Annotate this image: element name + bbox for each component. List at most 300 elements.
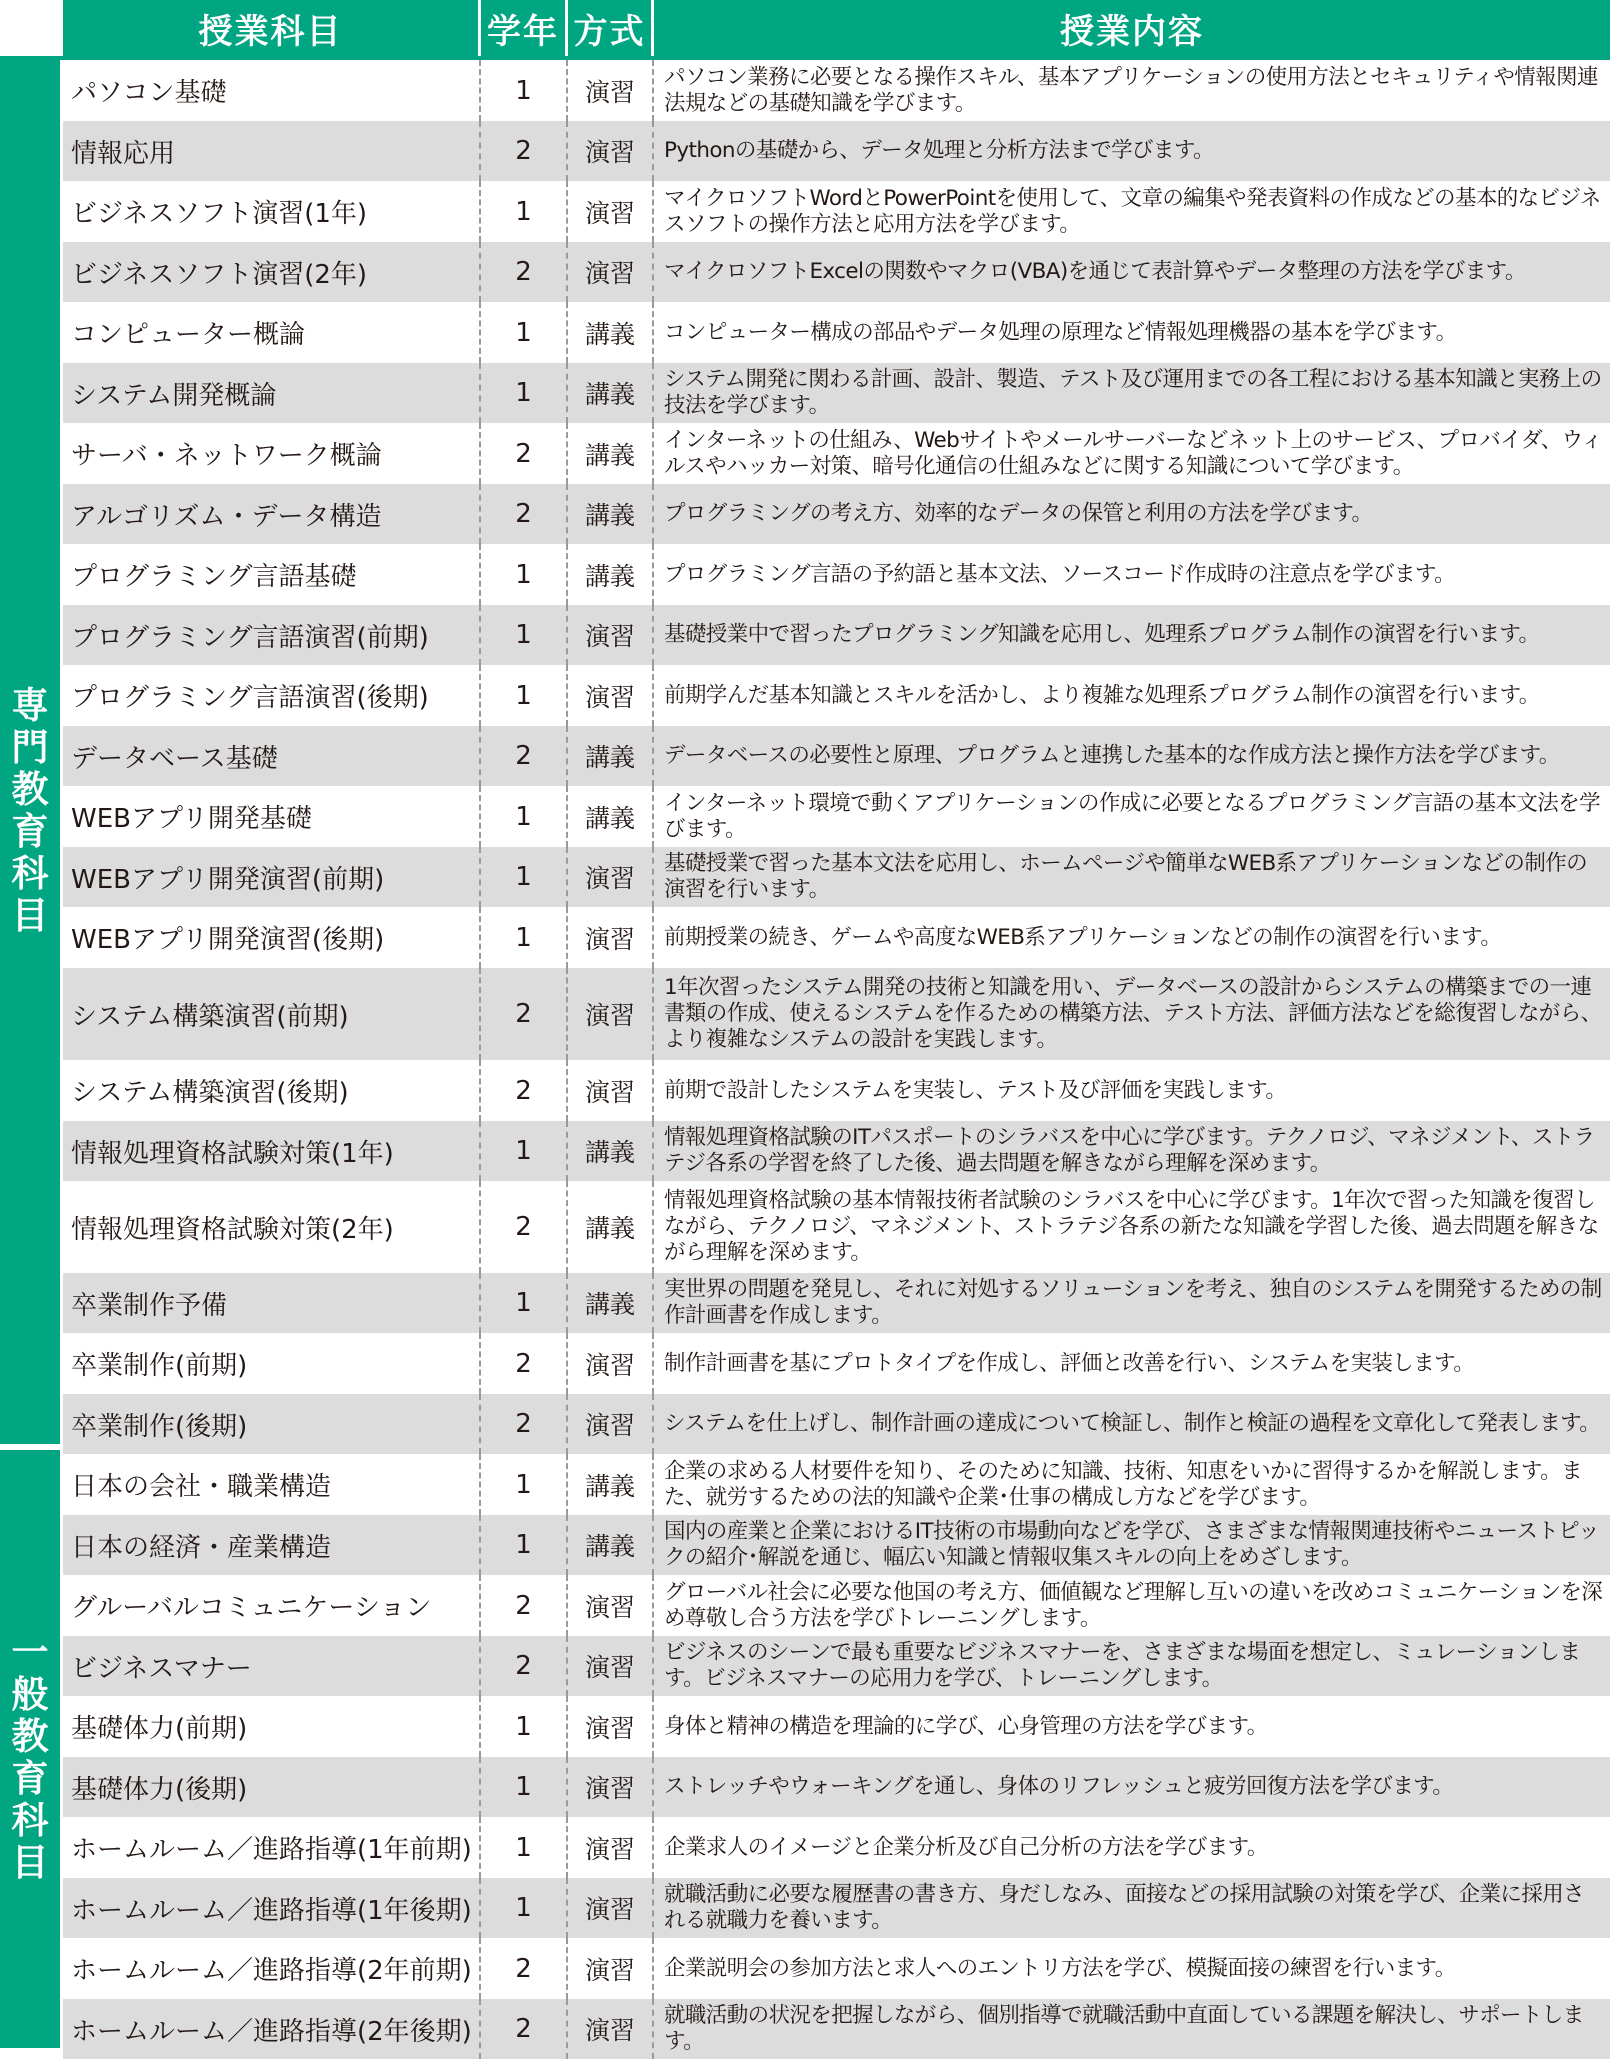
course-method	[568, 907, 654, 968]
category-general-char: 育	[11, 1757, 49, 1800]
course-year-text: 1	[515, 1772, 532, 1802]
course-subject-text: ビジネスマナー	[71, 1653, 252, 1684]
course-year-text: 1	[515, 1832, 532, 1863]
course-year-text: 2	[515, 1075, 532, 1106]
table-header	[0, 0, 1610, 60]
table-row	[63, 1757, 1610, 1817]
course-year-text: 1	[515, 1469, 532, 1500]
course-year	[481, 302, 568, 363]
course-year	[481, 605, 568, 665]
category-specialized-char: 目	[11, 894, 49, 937]
course-content-text: 実世界の問題を発見し、それに対処するソリューションを考え、独自のシステムを開発するための制作計画書を作成します。	[664, 1277, 1602, 1328]
category-specialized-char: 専	[11, 684, 49, 727]
course-subject-text: ホームルーム／進路指導(1年前期)	[71, 1835, 472, 1865]
course-content	[654, 1696, 1610, 1757]
course-method-text: 演習	[584, 2016, 635, 2045]
course-subject	[63, 907, 481, 968]
course-content-text: 企業の求める人材要件を知り、そのために知識、技術、知恵をいかに習得するかを解説します。また、就労するための法的知識や企業･仕事の構成し方などを学びます。	[664, 1458, 1582, 1510]
course-content	[654, 363, 1610, 423]
course-year	[481, 121, 568, 181]
header-subject: 授業科目	[63, 0, 478, 56]
course-year-text: 1	[515, 1288, 532, 1318]
course-content	[654, 1181, 1610, 1273]
course-method	[568, 1121, 654, 1181]
course-content	[654, 302, 1610, 363]
table-row	[63, 605, 1610, 665]
course-subject-text: ホームルーム／進路指導(1年後期)	[71, 1895, 472, 1926]
header-method: 方式	[568, 0, 651, 56]
course-year	[481, 484, 568, 544]
course-method	[568, 1333, 654, 1394]
course-year-text: 2	[515, 1212, 532, 1242]
table-row	[63, 242, 1610, 302]
category-general-char: 目	[11, 1841, 49, 1884]
course-year	[481, 1121, 568, 1181]
course-method-text: 講義	[584, 1138, 635, 1167]
course-year-text: 2	[515, 1590, 532, 1621]
course-subject	[63, 786, 481, 847]
course-subject	[63, 302, 481, 363]
course-subject	[63, 1757, 481, 1817]
course-year	[481, 60, 568, 121]
course-subject	[63, 1060, 481, 1121]
course-content	[654, 605, 1610, 665]
course-method	[568, 665, 654, 726]
course-year	[481, 1636, 568, 1696]
course-method	[568, 1273, 654, 1333]
course-method-text: 演習	[584, 1713, 635, 1743]
course-subject	[63, 1454, 481, 1515]
course-content	[654, 665, 1610, 726]
course-content-text: 前期学んだ基本知識とスキルを活かし、より複雑な処理系プログラム制作の演習を行います。	[664, 682, 1540, 708]
course-content	[654, 1333, 1610, 1394]
course-year	[481, 1757, 568, 1817]
course-subject-text: データベース基礎	[71, 743, 278, 774]
course-method-text: 演習	[584, 1411, 635, 1440]
course-subject-text: ホームルーム／進路指導(2年前期)	[71, 1956, 472, 1986]
course-method	[568, 1757, 654, 1817]
course-year	[481, 907, 568, 968]
table-row	[63, 968, 1610, 1060]
table-row	[63, 1999, 1610, 2059]
course-content	[654, 1817, 1610, 1878]
course-method-text: 演習	[584, 1077, 635, 1107]
course-year-text: 1	[515, 1136, 532, 1166]
course-year	[481, 1394, 568, 1454]
course-subject	[63, 605, 481, 665]
table-row	[63, 1394, 1610, 1454]
table-row	[63, 1515, 1610, 1575]
course-content	[654, 423, 1610, 484]
course-subject	[63, 544, 481, 605]
course-content	[654, 1515, 1610, 1575]
course-method-text: 演習	[584, 138, 635, 167]
course-content-text: プログラミングの考え方、効率的なデータの保管と利用の方法を学びます。	[664, 501, 1373, 526]
course-year	[481, 181, 568, 242]
course-content	[654, 786, 1610, 847]
category-general-char: 般	[11, 1673, 49, 1716]
course-subject-text: 卒業制作予備	[71, 1290, 228, 1321]
table-row	[63, 1060, 1610, 1121]
category-specialized	[0, 685, 60, 937]
course-content	[654, 968, 1610, 1060]
course-method-text: 演習	[584, 1592, 635, 1622]
table-row	[63, 1575, 1610, 1636]
table-row	[63, 1817, 1610, 1878]
table-row	[63, 907, 1610, 968]
course-subject-text: 基礎体力(前期)	[71, 1714, 248, 1744]
course-year	[481, 1060, 568, 1121]
course-method	[568, 968, 654, 1060]
course-method	[568, 1394, 654, 1454]
course-method-text: 講義	[584, 440, 635, 470]
course-content-text: マイクロソフトWordとPowerPointを使用して、文章の編集や発表資料の作成などの基本的なビジネスソフトの操作方法と応用方法を学びます。	[664, 185, 1601, 237]
course-year	[481, 1273, 568, 1333]
course-content	[654, 907, 1610, 968]
course-year-text: 1	[515, 1530, 532, 1560]
course-subject	[63, 1636, 481, 1696]
course-method	[568, 847, 654, 907]
course-subject-text: パソコン基礎	[71, 78, 227, 108]
course-year	[481, 786, 568, 847]
category-general	[0, 1632, 60, 1884]
course-year	[481, 1181, 568, 1273]
course-method-text: 演習	[584, 682, 635, 712]
course-method	[568, 60, 654, 121]
course-content-text: 1年次習ったシステム開発の技術と知識を用い、データベースの設計からシステムの構築までの一連書類の作成、使えるシステムを作るための構築方法、テスト方法、評価方法などを総復習しながら、より複雑なシステムの設計を実践します。	[664, 975, 1602, 1052]
course-method-text: 演習	[584, 1653, 635, 1682]
course-method-text: 演習	[584, 864, 635, 893]
course-method	[568, 242, 654, 302]
course-subject	[63, 1515, 481, 1575]
course-subject-text: ホームルーム／進路指導(2年後期)	[71, 2016, 472, 2047]
table-row	[63, 181, 1610, 242]
course-method-text: 講義	[584, 501, 635, 530]
course-content	[654, 1273, 1610, 1333]
course-content-text: マイクロソフトExcelの関数やマクロ(VBA)を通じて表計算やデータ整理の方法を学びます。	[664, 259, 1526, 284]
course-year-text: 2	[515, 999, 532, 1029]
course-year	[481, 1999, 568, 2059]
course-year-text: 1	[515, 1711, 532, 1742]
course-year-text: 1	[515, 922, 532, 953]
course-content	[654, 1575, 1610, 1636]
course-year-text: 2	[515, 136, 532, 166]
course-content-text: データベースの必要性と原理、プログラムと連携した基本的な作成方法と操作方法を学びます。	[664, 743, 1560, 768]
course-method-text: 演習	[584, 259, 635, 288]
course-year-text: 1	[515, 317, 532, 348]
course-method	[568, 181, 654, 242]
course-subject-text: 情報処理資格試験対策(2年)	[71, 1214, 394, 1245]
course-method	[568, 1938, 654, 1999]
course-year-text: 2	[515, 257, 532, 287]
course-subject-text: コンピューター概論	[71, 320, 306, 350]
course-content-text: 制作計画書を基にプロトタイプを作成し、評価と改善を行い、システムを実装します。	[664, 1350, 1475, 1376]
course-content	[654, 1394, 1610, 1454]
course-subject	[63, 726, 481, 786]
course-year-text: 1	[515, 196, 532, 227]
course-method	[568, 1696, 654, 1757]
course-year-text: 2	[515, 1651, 532, 1681]
header-year: 学年	[481, 0, 565, 56]
table-row	[63, 544, 1610, 605]
course-content-text: パソコン業務に必要となる操作スキル、基本アプリケーションの使用方法とセキュリティや情報関連法規などの基礎知識を学びます。	[664, 64, 1598, 116]
course-content	[654, 726, 1610, 786]
course-method	[568, 484, 654, 544]
table-row	[63, 1696, 1610, 1757]
course-method-text: 講義	[584, 1471, 635, 1501]
course-method-text: 講義	[584, 319, 635, 349]
course-subject-text: グルーバルコミュニケーション	[71, 1593, 432, 1623]
course-content-text: 基礎授業で習った基本文法を応用し、ホームページや簡単なWEB系アプリケーションなどの制作の演習を行います。	[664, 851, 1588, 902]
table-row	[63, 786, 1610, 847]
course-content-text: インターネットの仕組み、Webサイトやメールサーバーなどネット上のサービス、プロバイダ、ウィルスやハッカー対策、暗号化通信の仕組みなどに関する知識について学びます。	[664, 427, 1603, 479]
course-subject	[63, 968, 481, 1060]
course-content-text: 情報処理資格試験の基本情報技術者試験のシラバスを中心に学びます。1年次で習った知識を復習しながら、テクノロジ、マネジメント、ストラテジ各系の新たな知識を学習した後、過去問題を解きながら理解を深めます。	[664, 1188, 1599, 1265]
table-row	[63, 1121, 1610, 1181]
course-method	[568, 1817, 654, 1878]
table-row	[63, 423, 1610, 484]
course-method-text: 講義	[584, 561, 635, 591]
course-content-text: システムを仕上げし、制作計画の達成について検証し、制作と検証の過程を文章化して発表します。	[664, 1411, 1601, 1436]
course-subject	[63, 1575, 481, 1636]
course-method	[568, 1454, 654, 1515]
course-subject-text: 情報応用	[71, 138, 176, 169]
course-content-text: プログラミング言語の予約語と基本文法、ソースコード作成時の注意点を学びます。	[664, 561, 1455, 587]
course-subject	[63, 1394, 481, 1454]
course-year	[481, 363, 568, 423]
course-year	[481, 1938, 568, 1999]
course-method	[568, 605, 654, 665]
course-method-text: 演習	[584, 1895, 635, 1924]
course-subject	[63, 1181, 481, 1273]
course-method	[568, 423, 654, 484]
course-year	[481, 242, 568, 302]
course-content-text: 企業説明会の参加方法と求人へのエントリ方法を学び、模擬面接の練習を行います。	[664, 1955, 1456, 1981]
course-year-text: 1	[515, 75, 532, 106]
course-content-text: ビジネスのシーンで最も重要なビジネスマナーを、さまざまな場面を想定し、ミュレーションします。ビジネスマナーの応用力を学び、トレーニングします。	[664, 1640, 1581, 1691]
course-year	[481, 1817, 568, 1878]
course-subject-text: 卒業制作(後期)	[71, 1411, 248, 1442]
table-row	[63, 1273, 1610, 1333]
course-year-text: 1	[515, 620, 532, 650]
course-subject	[63, 484, 481, 544]
course-method-text: 講義	[584, 743, 635, 772]
course-method-text: 演習	[584, 622, 635, 651]
table-row	[63, 1636, 1610, 1696]
course-method	[568, 1999, 654, 2059]
course-year	[481, 1333, 568, 1394]
course-year	[481, 665, 568, 726]
course-subject-text: サーバ・ネットワーク概論	[71, 441, 382, 471]
table-row	[63, 1454, 1610, 1515]
course-subject-text: システム構築演習(後期)	[71, 1078, 349, 1108]
course-method-text: 演習	[584, 1774, 635, 1803]
course-subject	[63, 1878, 481, 1938]
course-content-text: グローバル社会に必要な他国の考え方、価値観など理解し互いの違いを改めコミュニケーションを深め尊敬し合う方法を学びトレーニングします。	[664, 1579, 1603, 1631]
course-method-text: 講義	[584, 1214, 635, 1243]
course-content-text: 基礎授業中で習ったプログラミング知識を応用し、処理系プログラム制作の演習を行います。	[664, 622, 1540, 647]
course-year-text: 1	[515, 862, 532, 892]
course-method	[568, 726, 654, 786]
course-content-text: コンピューター構成の部品やデータ処理の原理など情報処理機器の基本を学びます。	[664, 319, 1457, 345]
course-method-text: 演習	[584, 924, 635, 954]
course-year	[481, 726, 568, 786]
table-row	[63, 121, 1610, 181]
course-method-text: 演習	[584, 1955, 635, 1985]
course-subject-text: 日本の経済・産業構造	[71, 1532, 332, 1563]
course-subject-text: WEBアプリ開発演習(後期)	[71, 925, 385, 955]
table-row	[63, 302, 1610, 363]
table-row	[63, 1938, 1610, 1999]
course-method-text: 演習	[584, 1834, 635, 1864]
course-content	[654, 1636, 1610, 1696]
course-content	[654, 1121, 1610, 1181]
course-method-text: 演習	[584, 1350, 635, 1380]
course-year-text: 2	[515, 1409, 532, 1439]
course-subject-text: システム構築演習(前期)	[71, 1001, 349, 1032]
course-subject-text: 卒業制作(前期)	[71, 1351, 248, 1381]
course-method-text: 演習	[584, 198, 635, 228]
course-subject	[63, 423, 481, 484]
course-method	[568, 1181, 654, 1273]
course-year	[481, 1878, 568, 1938]
table-row	[63, 484, 1610, 544]
course-method	[568, 1878, 654, 1938]
course-content-text: 情報処理資格試験のITパスポートのシラバスを中心に学びます。テクノロジ、マネジメント、ストラテジ各系の学習を終了した後、過去問題を解きながら理解を深めます。	[664, 1125, 1595, 1176]
category-general-char: 一	[11, 1631, 49, 1674]
course-year-text: 2	[515, 438, 532, 469]
course-subject	[63, 1817, 481, 1878]
course-content-text: 前期で設計したシステムを実装し、テスト及び評価を実践します。	[664, 1077, 1287, 1103]
course-subject	[63, 1121, 481, 1181]
course-content-text: ストレッチやウォーキングを通し、身体のリフレッシュと疲労回復方法を学びます。	[664, 1774, 1454, 1799]
table-row	[63, 60, 1610, 121]
table-row	[63, 1333, 1610, 1394]
course-subject	[63, 121, 481, 181]
course-subject-text: プログラミング言語演習(後期)	[71, 683, 429, 713]
table-row	[63, 363, 1610, 423]
course-content-text: システム開発に関わる計画、設計、製造、テスト及び運用までの各工程における基本知識と実務上の技法を学びます。	[664, 367, 1602, 418]
course-subject	[63, 363, 481, 423]
course-content	[654, 1454, 1610, 1515]
course-subject	[63, 1273, 481, 1333]
course-year-text: 1	[515, 1893, 532, 1923]
category-specialized-char: 教	[11, 768, 49, 811]
table-row	[63, 1181, 1610, 1273]
header-content: 授業内容	[654, 0, 1610, 56]
course-subject-text: プログラミング言語基礎	[71, 562, 357, 592]
course-content-text: Pythonの基礎から、データ処理と分析方法まで学びます。	[664, 138, 1214, 163]
course-subject	[63, 60, 481, 121]
course-content	[654, 121, 1610, 181]
course-method-text: 演習	[584, 1001, 635, 1030]
course-content-text: 国内の産業と企業におけるIT技術の市場動向などを学び、さまざまな情報関連技術やニューストピックの紹介･解説を通じ、幅広い知識と情報収集スキルの向上をめざします。	[664, 1519, 1600, 1570]
course-method-text: 講義	[584, 380, 635, 409]
course-year	[481, 1515, 568, 1575]
table-row	[63, 847, 1610, 907]
course-subject	[63, 1938, 481, 1999]
course-subject-text: アルゴリズム・データ構造	[71, 501, 382, 532]
course-content	[654, 484, 1610, 544]
course-subject-text: システム開発概論	[71, 380, 277, 411]
course-subject-text: WEBアプリ開発基礎	[71, 804, 312, 834]
course-method	[568, 302, 654, 363]
course-content-text: 就職活動の状況を把握しながら、個別指導で就職活動中直面している課題を解決し、サポートします。	[664, 2003, 1584, 2054]
course-year	[481, 847, 568, 907]
course-subject	[63, 1333, 481, 1394]
course-method	[568, 363, 654, 423]
course-year-text: 2	[515, 1348, 532, 1379]
course-content-text: インターネット環境で動くアプリケーションの作成に必要となるプログラミング言語の基本文法を学びます。	[664, 790, 1600, 842]
course-year	[481, 1696, 568, 1757]
course-year-text: 2	[515, 1953, 532, 1984]
course-subject	[63, 1696, 481, 1757]
course-content	[654, 1060, 1610, 1121]
category-general-char: 科	[11, 1799, 49, 1842]
course-method-text: 講義	[584, 1290, 635, 1319]
course-content	[654, 1999, 1610, 2059]
course-subject	[63, 847, 481, 907]
course-subject	[63, 665, 481, 726]
course-year-text: 1	[515, 801, 532, 832]
course-year-text: 1	[515, 680, 532, 711]
table-row	[63, 665, 1610, 726]
course-content	[654, 181, 1610, 242]
table-row	[63, 1878, 1610, 1938]
course-content	[654, 1757, 1610, 1817]
course-method	[568, 544, 654, 605]
course-content-text: 前期授業の続き、ゲームや高度なWEB系アプリケーションなどの制作の演習を行います。	[664, 924, 1502, 950]
course-method	[568, 1636, 654, 1696]
course-year-text: 2	[515, 499, 532, 529]
course-subject-text: 日本の会社・職業構造	[71, 1472, 332, 1502]
course-year-text: 1	[515, 559, 532, 590]
course-table	[63, 60, 1610, 2059]
course-method-text: 講義	[584, 1532, 635, 1561]
course-content	[654, 1878, 1610, 1938]
course-method-text: 演習	[584, 77, 635, 107]
table-row	[63, 726, 1610, 786]
course-method	[568, 1515, 654, 1575]
course-year	[481, 1575, 568, 1636]
course-content	[654, 544, 1610, 605]
course-content	[654, 847, 1610, 907]
course-subject-text: プログラミング言語演習(前期)	[71, 622, 429, 653]
course-method	[568, 121, 654, 181]
category-general-char: 教	[11, 1715, 49, 1758]
course-year	[481, 968, 568, 1060]
course-method-text: 講義	[584, 803, 635, 833]
course-subject	[63, 242, 481, 302]
course-content	[654, 242, 1610, 302]
course-year	[481, 423, 568, 484]
course-subject	[63, 181, 481, 242]
course-content-text: 就職活動に必要な履歴書の書き方、身だしなみ、面接などの採用試験の対策を学び、企業に採用される就職力を養います。	[664, 1882, 1585, 1933]
course-subject	[63, 1999, 481, 2059]
course-content-text: 企業求人のイメージと企業分析及び自己分析の方法を学びます。	[664, 1834, 1268, 1860]
category-specialized-char: 科	[11, 852, 49, 895]
course-method	[568, 786, 654, 847]
course-subject-text: 基礎体力(後期)	[71, 1774, 248, 1805]
course-subject-text: 情報処理資格試験対策(1年)	[71, 1138, 394, 1169]
course-content	[654, 60, 1610, 121]
course-subject-text: WEBアプリ開発演習(前期)	[71, 864, 385, 895]
category-specialized-char: 育	[11, 810, 49, 853]
category-specialized-char: 門	[11, 726, 49, 769]
course-content	[654, 1938, 1610, 1999]
course-method	[568, 1060, 654, 1121]
course-year-text: 1	[515, 378, 532, 408]
